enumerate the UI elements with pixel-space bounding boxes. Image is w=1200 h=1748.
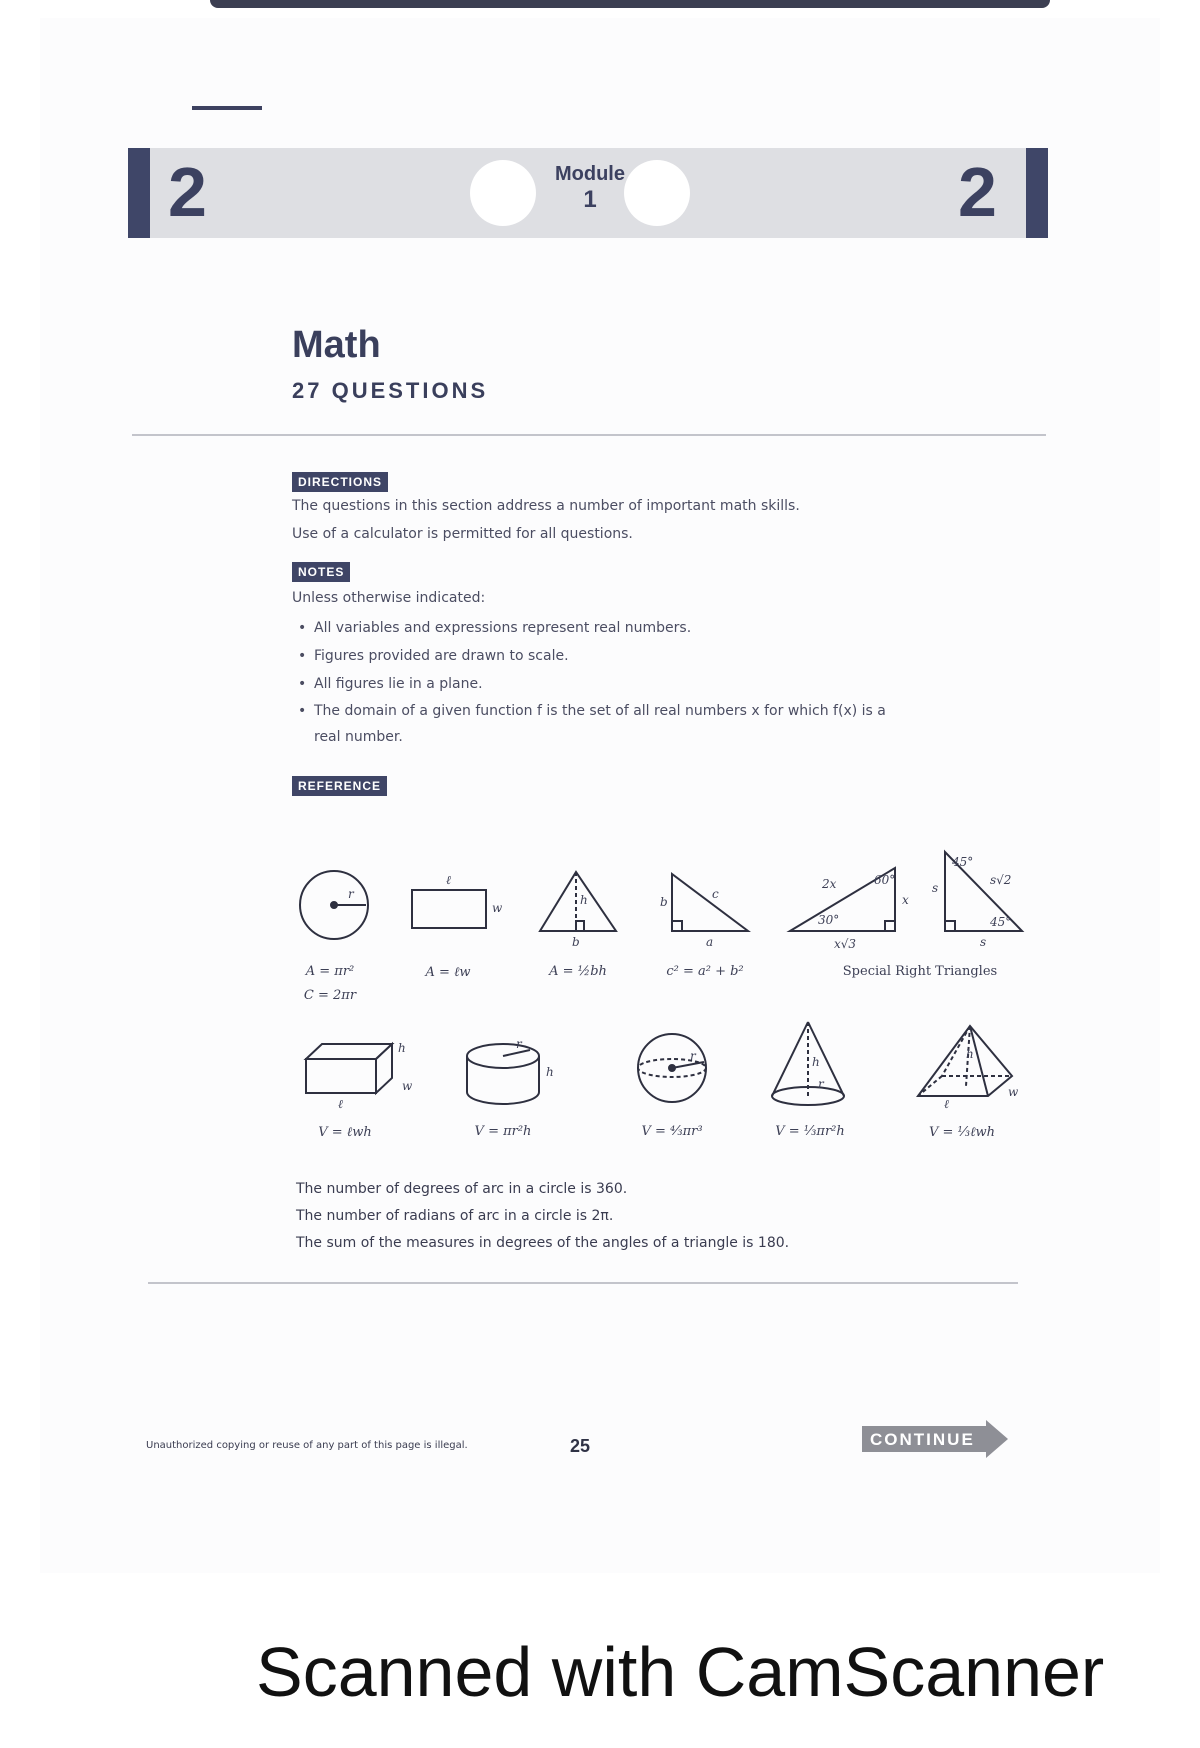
section-number-right: 2 [958, 153, 997, 231]
cylinder-figure [467, 1044, 539, 1104]
label-l-box: ℓ [338, 1097, 343, 1111]
label-w-pyr: w [1008, 1085, 1019, 1099]
label-l: ℓ [446, 873, 451, 887]
page-title: Math [292, 324, 381, 366]
cone-figure [772, 1022, 844, 1105]
label-w: w [492, 901, 503, 915]
formula-cylinder-volume: V = πr²h [474, 1124, 532, 1139]
rectangular-prism-figure [306, 1044, 392, 1093]
label-h-cone: h [812, 1055, 820, 1069]
formula-circle-area: A = πr² [305, 964, 355, 979]
notes-intro: Unless otherwise indicated: [292, 590, 486, 606]
fact-line: The sum of the measures in degrees of the angles of a triangle is 180. [296, 1235, 790, 1251]
label-c: c [712, 887, 719, 901]
label-r-cyl: r [516, 1037, 522, 1051]
module-number: 1 [583, 186, 597, 213]
notes-bullet: • Figures provided are drawn to scale. [296, 642, 914, 670]
sphere-figure [638, 1034, 706, 1102]
module-word: Module [555, 163, 625, 185]
formula-cone-volume: V = ⅓πr²h [775, 1124, 845, 1139]
continue-indicator [862, 1420, 1012, 1458]
label-r-cone: r [818, 1077, 824, 1091]
right-triangle-figure [672, 874, 748, 931]
label-45a: 45° [952, 855, 974, 869]
copyright-notice: Unauthorized copying or reuse of any part of this page is illegal. [146, 1440, 468, 1451]
label-h-box: h [398, 1041, 406, 1055]
formula-circumference: C = 2πr [303, 988, 357, 1003]
directions-tag: DIRECTIONS [292, 472, 388, 492]
label-60: 60° [874, 873, 896, 887]
reference-tag: REFERENCE [292, 776, 387, 796]
label-r-sph: r [690, 1049, 696, 1063]
label-b: b [572, 935, 580, 949]
directions-line-1: The questions in this section address a number of important math skills. [292, 498, 800, 514]
page-number: 25 [570, 1436, 591, 1456]
label-r: r [348, 887, 354, 901]
directions-line-2: Use of a calculator is permitted for all questions. [292, 526, 633, 542]
arrow-right-icon [986, 1420, 1008, 1458]
label-45b: 45° [990, 915, 1012, 929]
label-b2: b [660, 895, 668, 909]
continue-label: CONTINUE [870, 1430, 975, 1449]
formula-pyramid-volume: V = ⅓ℓwh [928, 1125, 996, 1140]
formula-pythagorean: c² = a² + b² [666, 964, 744, 979]
special-right-triangles-caption: Special Right Triangles [842, 964, 998, 979]
label-l-pyr: ℓ [944, 1097, 949, 1111]
label-s2: s [980, 935, 987, 949]
notes-bullet: • All variables and expressions represent real numbers. [296, 614, 914, 642]
triangle-figure [540, 872, 616, 931]
formula-prism-volume: V = ℓwh [318, 1125, 372, 1140]
label-w-box: w [402, 1079, 413, 1093]
fact-line: The number of degrees of arc in a circle is 360. [296, 1181, 628, 1197]
pyramid-figure [918, 1026, 1012, 1096]
rectangle-figure [412, 890, 486, 928]
label-sroot2: s√2 [990, 873, 1012, 887]
camscanner-watermark: Scanned with CamScanner [256, 1633, 1105, 1711]
label-a: a [706, 935, 714, 949]
reference-facts [296, 1176, 789, 1257]
label-x: x [902, 893, 909, 907]
label-30: 30° [818, 913, 840, 927]
label-2x: 2x [822, 877, 837, 891]
label-h-pyr: h [966, 1047, 974, 1061]
label-h: h [580, 893, 588, 907]
notes-bullet: • The domain of a given function f is the set of all real numbers x for which f(x) is a real number. [296, 698, 914, 750]
formula-triangle-area: A = ½bh [549, 964, 607, 979]
label-h-cyl: h [546, 1065, 554, 1079]
formula-sphere-volume: V = ⁴⁄₃πr³ [641, 1124, 703, 1139]
divider-bottom [148, 1282, 1018, 1284]
question-count: 27 QUESTIONS [292, 378, 489, 403]
label-s: s [932, 881, 939, 895]
section-number-left: 2 [168, 153, 207, 231]
formula-rectangle-area: A = ℓw [425, 965, 471, 980]
notes-bullet: • All figures lie in a plane. [296, 670, 914, 698]
circle-figure [300, 871, 368, 939]
notes-tag: NOTES [292, 562, 350, 582]
label-xroot3: x√3 [834, 937, 857, 951]
fact-line: The number of radians of arc in a circle is 2π. [296, 1208, 614, 1224]
